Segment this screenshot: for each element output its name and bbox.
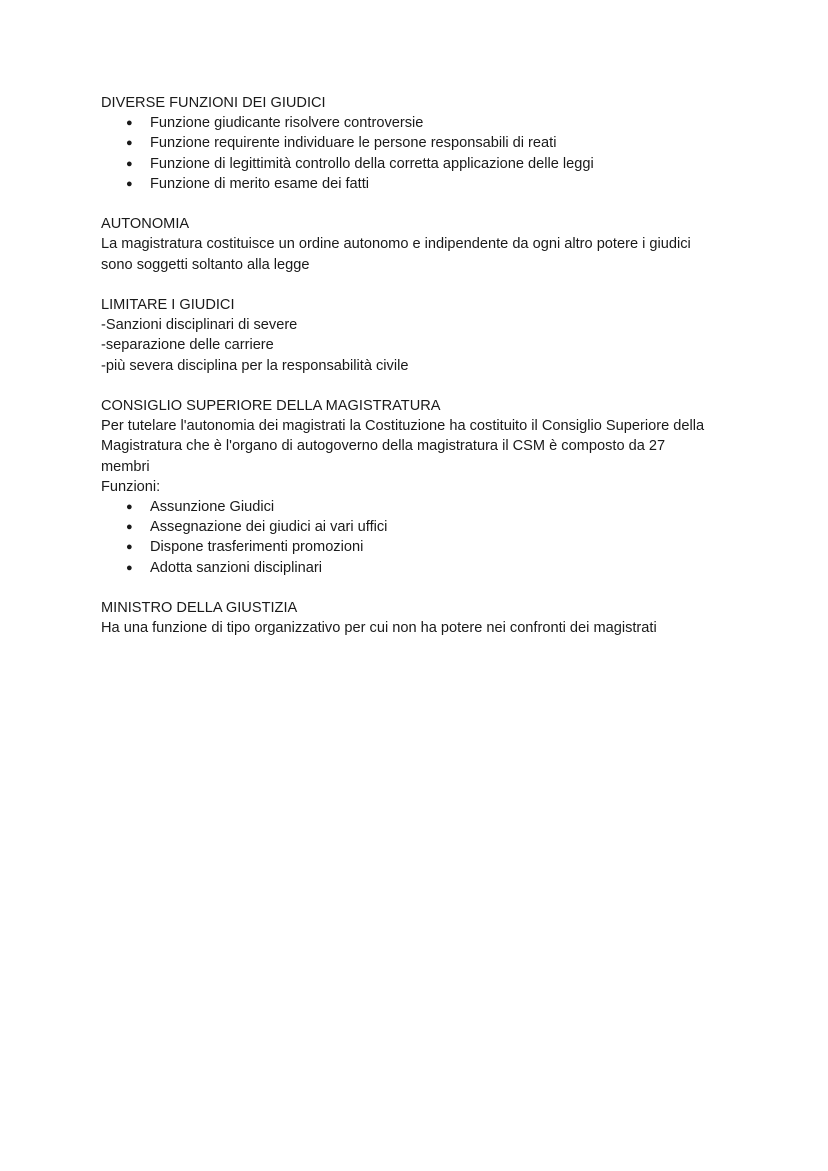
section-body: Ha una funzione di tipo organizzativo per cui non ha potere nei confronti dei magistrati — [101, 620, 657, 637]
section-subheading: Funzioni: — [101, 478, 161, 495]
section-heading: CONSIGLIO SUPERIORE DELLA MAGISTRATURA — [101, 398, 441, 414]
list-item-text: Funzione di legittimità controllo della corretta applicazione delle leggi — [150, 155, 594, 172]
dash-line: -separazione delle carriere — [101, 337, 274, 354]
bullet-icon: ● — [126, 541, 133, 554]
list-item — [101, 113, 781, 133]
section-csm — [101, 396, 781, 578]
list-item — [101, 174, 781, 194]
dash-line: -più severa disciplina per la responsabilità civile — [101, 357, 409, 374]
list-item — [101, 558, 781, 578]
bullet-icon: ● — [126, 177, 133, 190]
list-item-text: Assunzione Giudici — [150, 499, 275, 516]
bullet-icon: ● — [126, 521, 133, 534]
document-page — [101, 93, 781, 659]
bullet-icon: ● — [126, 561, 133, 574]
section-autonomia — [101, 214, 781, 275]
list-item — [101, 154, 781, 174]
list-item-text: Funzione requirente individuare le persone responsabili di reati — [150, 135, 557, 152]
list-item-text: Funzione giudicante risolvere controversie — [150, 115, 424, 132]
bullet-icon: ● — [126, 501, 133, 514]
list-item-text: Assegnazione dei giudici ai vari uffici — [150, 519, 388, 536]
list-item — [101, 537, 781, 557]
section-heading: DIVERSE FUNZIONI DEI GIUDICI — [101, 95, 326, 111]
bullet-list — [101, 497, 781, 578]
dash-line: -Sanzioni disciplinari di severe — [101, 317, 298, 334]
section-heading: LIMITARE I GIUDICI — [101, 297, 235, 313]
list-item — [101, 133, 781, 153]
section-body: Per tutelare l'autonomia dei magistrati la Costituzione ha costituito il Consiglio Superiore della Magistratura che è l'organo di autogoverno della magistratura il CSM è composto da 27 membri — [101, 418, 705, 475]
section-limitare-giudici — [101, 295, 781, 376]
section-heading: AUTONOMIA — [101, 216, 190, 233]
bullet-icon: ● — [126, 157, 133, 170]
section-ministro — [101, 598, 781, 638]
section-heading: MINISTRO DELLA GIUSTIZIA — [101, 600, 298, 617]
bullet-icon: ● — [126, 137, 133, 150]
list-item-text: Funzione di merito esame dei fatti — [150, 175, 370, 192]
list-item-text: Dispone trasferimenti promozioni — [150, 539, 364, 556]
section-diverse-funzioni — [101, 93, 781, 194]
list-item-text: Adotta sanzioni disciplinari — [150, 559, 322, 576]
section-body: La magistratura costituisce un ordine autonomo e indipendente da ogni altro potere i giudici sono soggetti soltanto alla legge — [101, 236, 691, 273]
list-item — [101, 517, 781, 537]
bullet-list — [101, 113, 781, 194]
bullet-icon: ● — [126, 117, 133, 130]
list-item — [101, 497, 781, 517]
